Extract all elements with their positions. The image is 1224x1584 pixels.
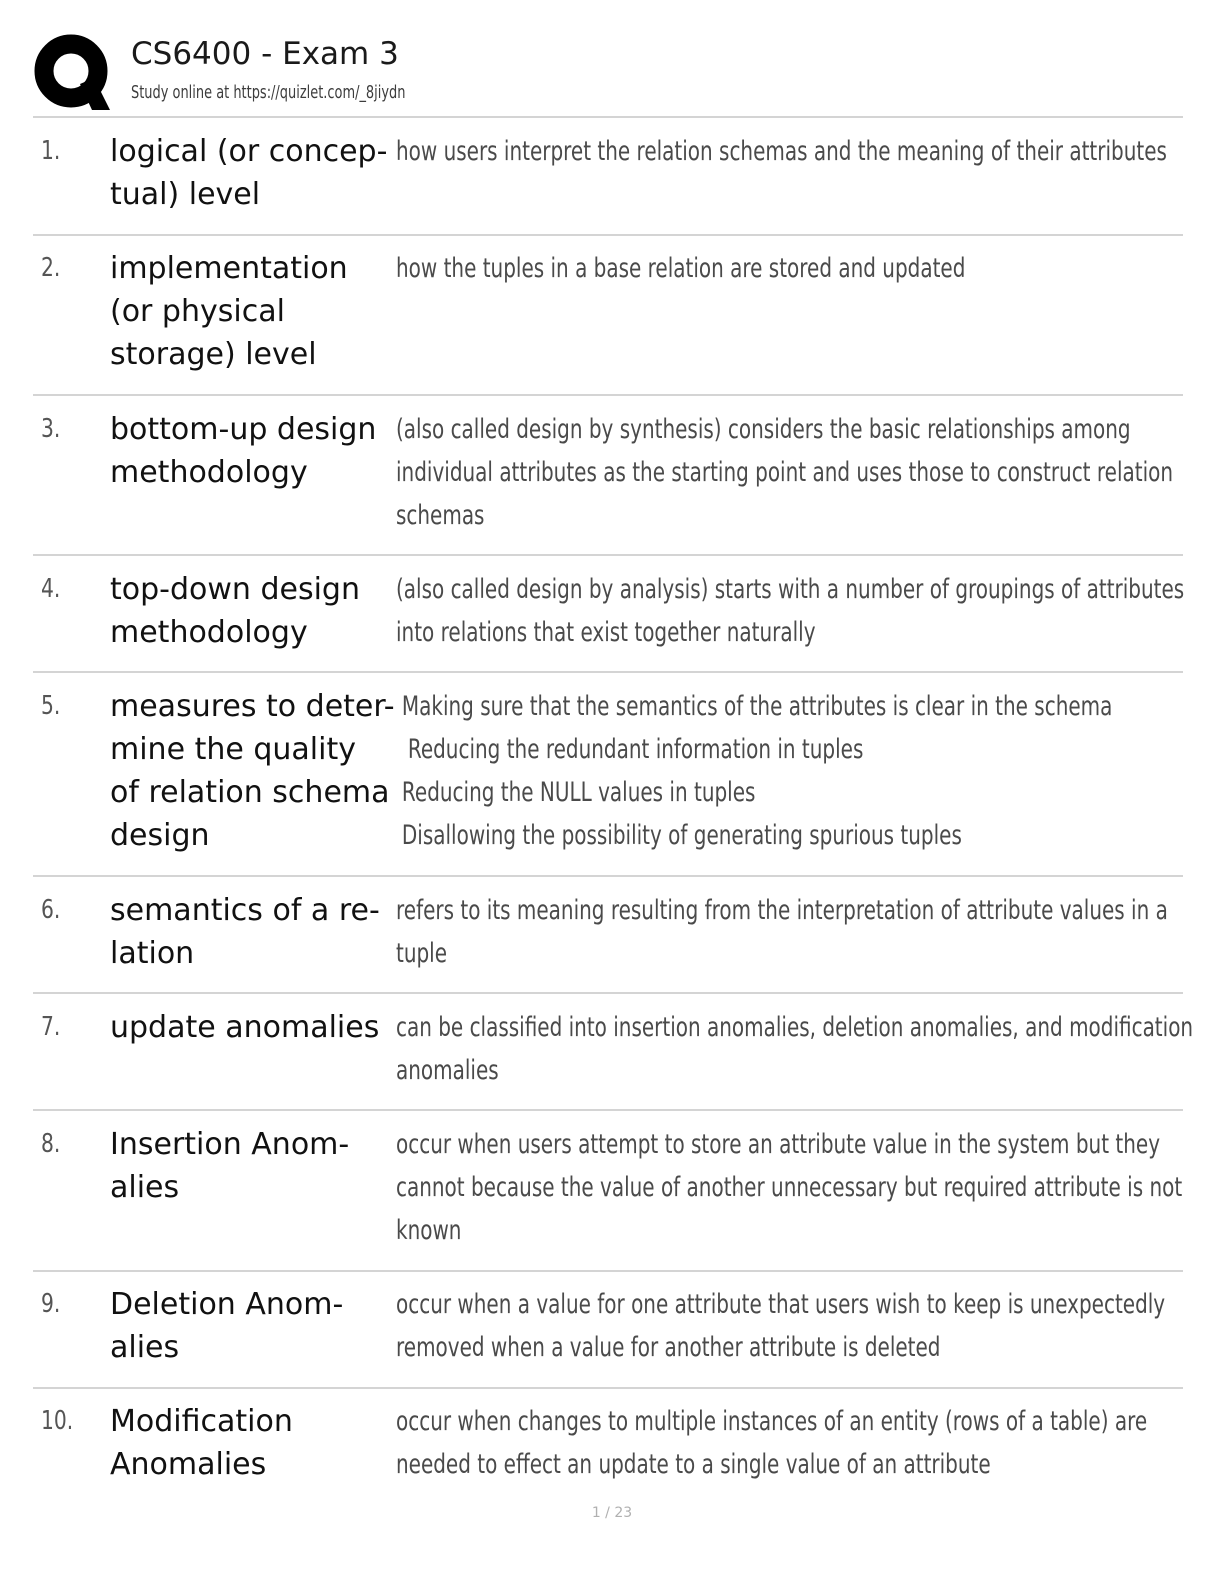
definition-line: how users interpret the relation schemas and the meaning of their attributes bbox=[396, 136, 1167, 167]
divider bbox=[33, 992, 1183, 994]
definition-line: Making sure that the semantics of the attributes is clear in the schema bbox=[401, 691, 1113, 722]
card-definition bbox=[396, 247, 965, 290]
term-line: lation bbox=[110, 936, 195, 971]
quizlet-logo-icon bbox=[34, 34, 110, 110]
term-line: implementation bbox=[110, 251, 348, 286]
definition-line: individual attributes as the starting point and uses those to construct relation bbox=[396, 457, 1174, 488]
term-line: of relation schema bbox=[110, 775, 390, 810]
divider bbox=[33, 116, 1183, 118]
page-header bbox=[34, 30, 1184, 114]
page-number: 1 / 23 bbox=[591, 1505, 633, 1521]
definition-line: occur when users attempt to store an attribute value in the system but they bbox=[396, 1129, 1161, 1160]
divider bbox=[33, 1387, 1183, 1389]
divider bbox=[33, 1270, 1183, 1272]
card-number: 1. bbox=[41, 136, 61, 166]
term-line: Insertion Anom- bbox=[110, 1127, 350, 1162]
divider bbox=[33, 394, 1183, 396]
card-term bbox=[110, 568, 395, 654]
definition-line: tuple bbox=[396, 938, 448, 969]
card-number: 8. bbox=[41, 1129, 61, 1159]
card-term bbox=[110, 247, 395, 376]
term-line: Deletion Anom- bbox=[110, 1287, 344, 1322]
definition-line: how the tuples in a base relation are stored and updated bbox=[396, 253, 966, 284]
card-term bbox=[110, 889, 395, 975]
card-number: 5. bbox=[41, 691, 61, 721]
card-number: 6. bbox=[41, 895, 61, 925]
card-number: 7. bbox=[41, 1012, 61, 1042]
divider bbox=[33, 234, 1183, 236]
card-number: 4. bbox=[41, 574, 61, 604]
card-definition bbox=[396, 1400, 1147, 1486]
card-definition bbox=[396, 568, 1184, 654]
card-term bbox=[110, 685, 395, 857]
card-definition bbox=[396, 408, 1173, 537]
card-number: 10. bbox=[41, 1406, 74, 1436]
definition-line: into relations that exist together naturally bbox=[396, 617, 816, 648]
definition-line: cannot because the value of another unnecessary but required attribute is not bbox=[396, 1172, 1183, 1203]
card-term bbox=[110, 1123, 395, 1209]
term-line: update anomalies bbox=[110, 1010, 380, 1045]
definition-line: can be classified into insertion anomalies, deletion anomalies, and modification bbox=[396, 1012, 1194, 1043]
term-line: methodology bbox=[110, 615, 308, 650]
term-line: methodology bbox=[110, 455, 308, 490]
definition-line: Reducing the redundant information in tuples bbox=[407, 734, 864, 765]
term-line: (or physical bbox=[110, 294, 285, 329]
divider bbox=[33, 1109, 1183, 1111]
term-line: logical (or concep- bbox=[110, 134, 388, 169]
definition-line: needed to effect an update to a single value of an attribute bbox=[396, 1449, 991, 1480]
definition-line: occur when a value for one attribute that users wish to keep is unexpectedly bbox=[396, 1289, 1166, 1320]
definition-line: known bbox=[396, 1215, 462, 1246]
definition-line: Reducing the NULL values in tuples bbox=[401, 777, 756, 808]
definition-line: (also called design by analysis) starts with a number of groupings of attributes bbox=[396, 574, 1185, 605]
card-term bbox=[110, 408, 395, 494]
card-definition bbox=[396, 889, 1168, 975]
card-definition bbox=[396, 1283, 1165, 1369]
card-definition bbox=[396, 130, 1167, 173]
term-line: measures to deter- bbox=[110, 689, 395, 724]
divider bbox=[33, 671, 1183, 673]
term-line: semantics of a re- bbox=[110, 893, 380, 928]
card-definition bbox=[396, 1123, 1182, 1252]
definition-line: anomalies bbox=[396, 1055, 499, 1086]
definition-line: occur when changes to multiple instances of an entity (rows of a table) are bbox=[396, 1406, 1148, 1437]
card-term bbox=[110, 1283, 395, 1369]
term-line: bottom-up design bbox=[110, 412, 377, 447]
term-line: mine the quality bbox=[110, 732, 356, 767]
term-line: Modification bbox=[110, 1404, 293, 1439]
card-term bbox=[110, 1400, 395, 1486]
definition-line: schemas bbox=[396, 500, 485, 531]
card-term bbox=[110, 1006, 395, 1049]
card-number: 2. bbox=[41, 253, 61, 283]
card-number: 3. bbox=[41, 414, 61, 444]
definition-line: Disallowing the possibility of generating spurious tuples bbox=[401, 820, 962, 851]
definition-line: removed when a value for another attribute is deleted bbox=[396, 1332, 941, 1363]
term-line: alies bbox=[110, 1330, 180, 1365]
document-title: CS6400 - Exam 3 bbox=[131, 36, 399, 72]
divider bbox=[33, 554, 1183, 556]
term-line: tual) level bbox=[110, 177, 261, 212]
divider bbox=[33, 875, 1183, 877]
term-line: design bbox=[110, 818, 210, 853]
term-line: storage) level bbox=[110, 337, 317, 372]
card-term bbox=[110, 130, 395, 216]
term-line: top-down design bbox=[110, 572, 360, 607]
card-definition bbox=[396, 685, 1112, 857]
term-line: alies bbox=[110, 1170, 180, 1205]
card-number: 9. bbox=[41, 1289, 61, 1319]
card-definition bbox=[396, 1006, 1193, 1092]
term-line: Anomalies bbox=[110, 1447, 267, 1482]
study-online-link[interactable]: Study online at https://quizlet.com/_8jiydn bbox=[131, 82, 406, 103]
definition-line: (also called design by synthesis) considers the basic relationships among bbox=[396, 414, 1131, 445]
definition-line: refers to its meaning resulting from the interpretation of attribute values in a bbox=[396, 895, 1168, 926]
